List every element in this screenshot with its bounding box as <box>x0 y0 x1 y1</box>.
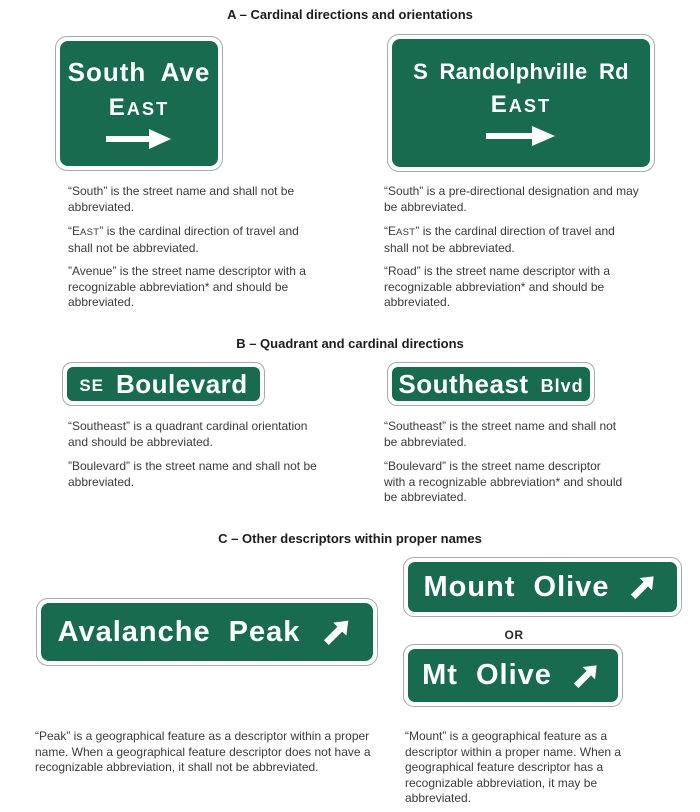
note-text: “Road” is the street name descriptor with a recognizable abbreviation* and should be abbreviated. <box>384 264 611 309</box>
direction-smallcaps: AST <box>126 98 170 119</box>
section-c-right-notes <box>405 729 660 812</box>
note-text: “Peak” is a geographical feature as a descriptor within a proper name. When a geographical feature descriptor does not have a recognizable abbreviation, it shall not be abbreviated. <box>35 729 371 774</box>
note-text: ” is the cardinal direction of travel and shall not be abbreviated. <box>384 224 615 255</box>
right-arrow-icon <box>106 128 172 150</box>
sign-avalanche-peak-face <box>41 603 373 661</box>
sign-street-text: Mt Olive <box>422 659 552 691</box>
note-text: ” is the cardinal direction of travel and shall not be abbreviated. <box>68 224 299 255</box>
note-paragraph <box>68 184 320 216</box>
sign-randolphville-face <box>392 39 650 167</box>
or-label: OR <box>504 628 524 642</box>
sign-descriptor-text: Blvd <box>540 375 584 396</box>
section-b-title: B – Quadrant and cardinal directions <box>236 336 464 351</box>
section-b-left-notes <box>68 419 320 499</box>
section-a-left-notes <box>68 184 320 320</box>
sign-direction-text <box>491 91 552 119</box>
direction-initial: E <box>490 91 509 118</box>
note-paragraph <box>384 459 624 507</box>
note-text: ”Avenue” is the street name descriptor with a recognizable abbreviation* and should be abbreviated. <box>68 264 306 309</box>
note-paragraph <box>68 419 320 451</box>
sign-street-text: Boulevard <box>116 368 248 399</box>
sign-south-ave <box>55 36 223 171</box>
note-paragraph <box>68 264 320 312</box>
up-right-arrow-icon <box>568 658 604 694</box>
sign-south-ave-face <box>60 41 218 166</box>
sign-randolphville <box>387 34 655 172</box>
note-smallcaps: AST <box>396 227 416 238</box>
note-text: “Boulevard” is the street name descriptor with a recognizable abbreviation* and should be abbreviated. <box>384 459 623 504</box>
sign-southeast-blvd-face <box>392 367 590 401</box>
section-b-right-notes <box>384 419 624 515</box>
sign-se-boulevard-face <box>67 367 260 401</box>
sign-mount-olive-face <box>408 562 677 612</box>
note-paragraph <box>384 419 624 451</box>
note-text: “South” is a pre-directional designation and may be abbreviated. <box>384 184 639 214</box>
sign-southeast-blvd <box>387 362 595 406</box>
note-paragraph <box>68 459 320 491</box>
note-paragraph <box>405 729 660 808</box>
note-paragraph <box>68 224 320 256</box>
note-paragraph <box>35 729 380 777</box>
sign-mt-olive <box>403 644 623 707</box>
sign-avalanche-peak <box>36 598 378 666</box>
direction-initial: E <box>108 94 127 121</box>
sign-street-text: S Randolphville Rd <box>413 59 629 84</box>
sign-quadrant-text: SE <box>79 376 105 395</box>
note-text: “South” is the street name and shall not be abbreviated. <box>68 184 295 214</box>
sign-mt-olive-face <box>408 649 618 702</box>
note-text: “E <box>384 224 396 238</box>
note-text: “Southeast” is the street name and shall not be abbreviated. <box>384 419 617 449</box>
note-paragraph <box>384 224 642 256</box>
section-a-title: A – Cardinal directions and orientations <box>227 7 473 22</box>
up-right-arrow-icon <box>318 613 356 651</box>
note-paragraph <box>384 184 642 216</box>
up-right-arrow-icon <box>625 569 661 605</box>
direction-smallcaps: AST <box>508 95 552 116</box>
note-smallcaps: AST <box>80 227 100 238</box>
sign-se-boulevard <box>62 362 265 406</box>
section-c-title: C – Other descriptors within proper names <box>218 531 482 546</box>
sign-street-text: South Ave <box>67 57 211 87</box>
note-text: “Southeast” is a quadrant cardinal orientation and should be abbreviated. <box>68 419 308 449</box>
note-text: ”Boulevard” is the street name and shall not be abbreviated. <box>68 459 317 489</box>
sign-street-text: Avalanche Peak <box>57 615 301 648</box>
section-a-right-notes <box>384 184 642 320</box>
section-c-left-notes <box>35 729 380 785</box>
note-text: “Mount” is a geographical feature as a descriptor within a proper name. When a geographical feature descriptor has a recognizable abbreviation, it may be abbreviated. <box>405 729 622 805</box>
sign-street-text: Southeast <box>398 368 529 399</box>
sign-direction-text <box>109 94 170 122</box>
note-paragraph <box>384 264 642 312</box>
note-text: “E <box>68 224 80 238</box>
right-arrow-icon <box>486 125 556 147</box>
sign-street-text: Mount Olive <box>423 570 610 603</box>
sign-mount-olive <box>403 557 682 617</box>
